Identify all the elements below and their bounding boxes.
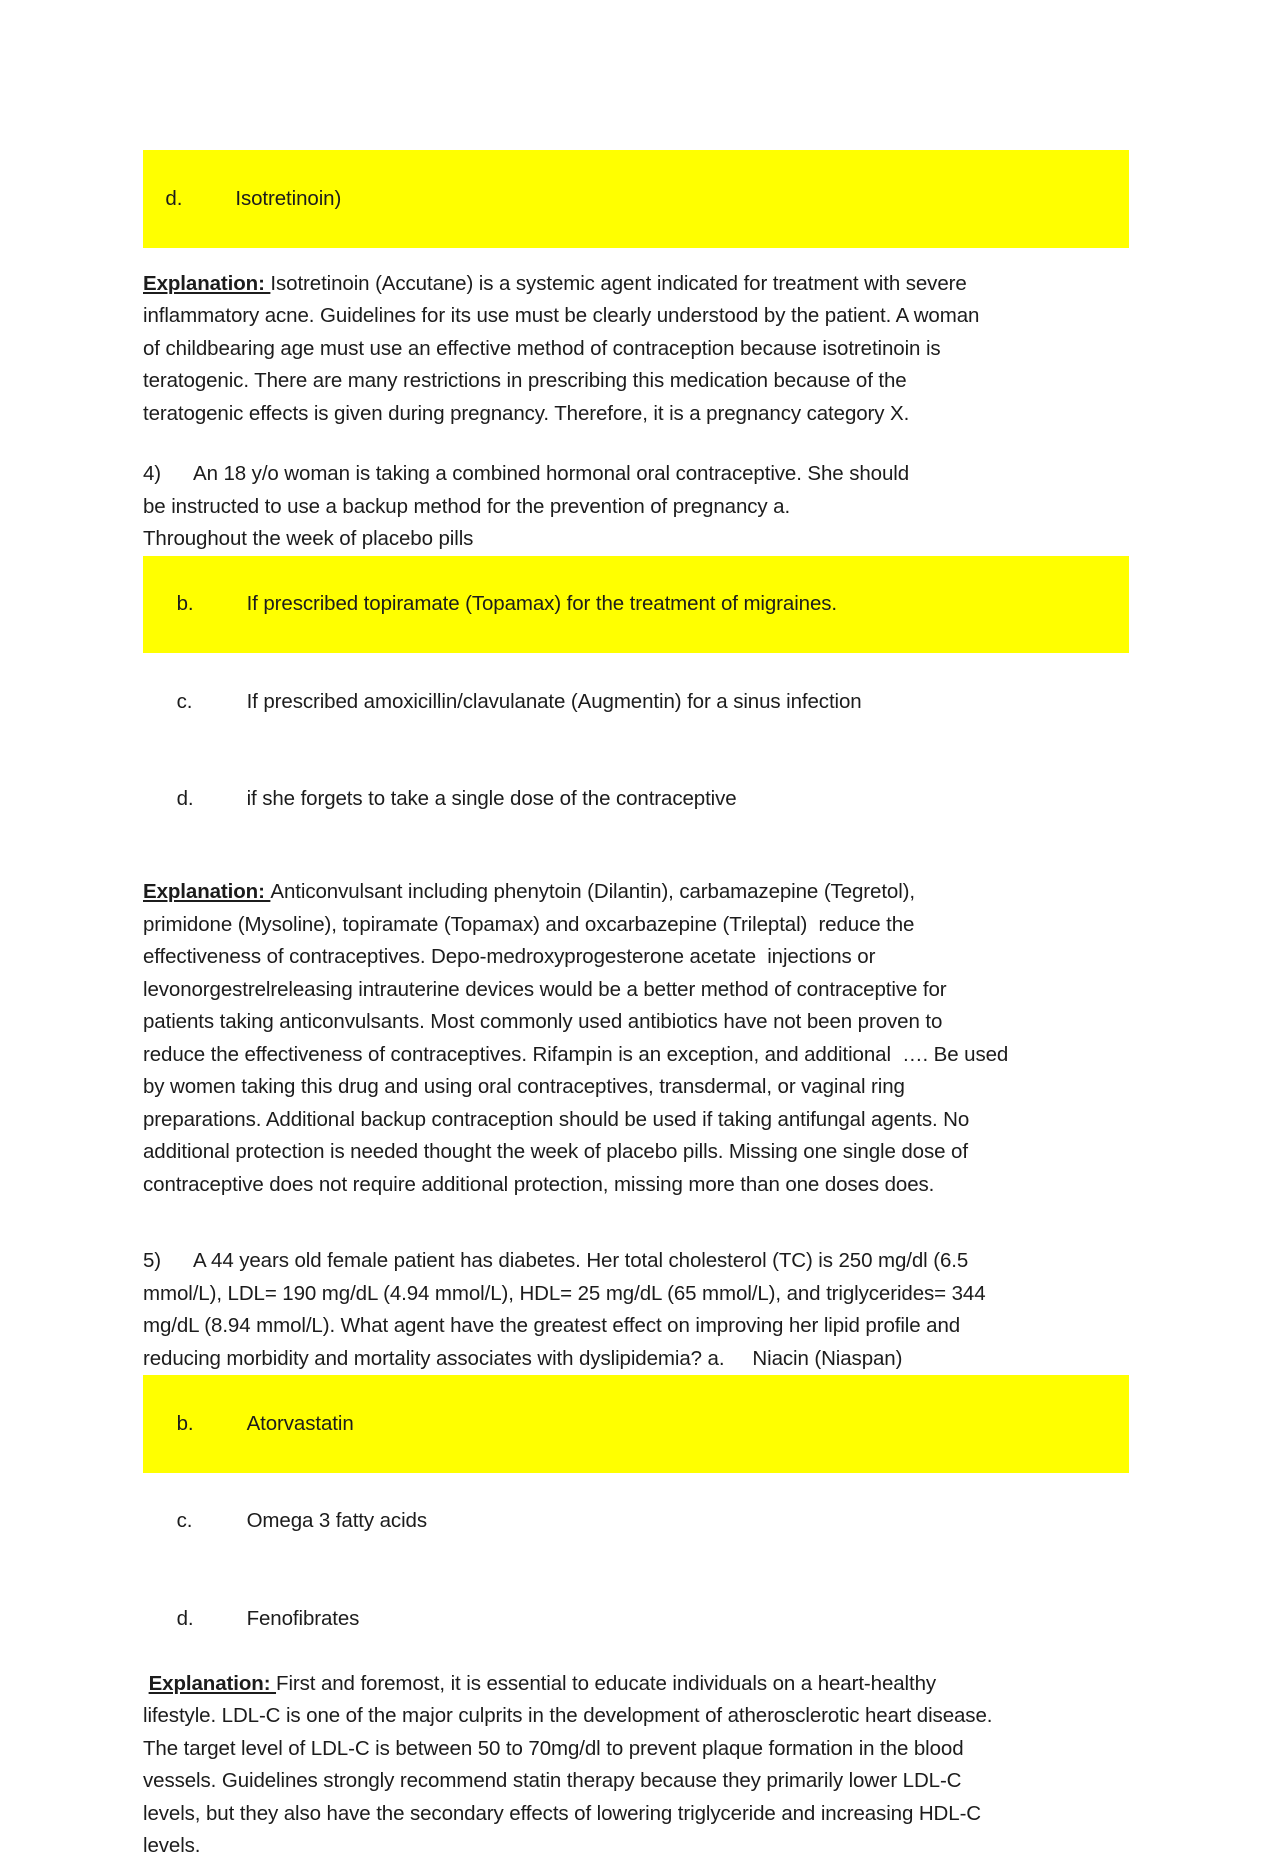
question-text: A 44 years old female patient has diabetes. Her total cholesterol (TC) is 250 mg/dl (6.5 [193, 1249, 969, 1272]
question-text: An 18 y/o woman is taking a combined hormonal oral contraceptive. She should [193, 462, 910, 485]
text-line: contraceptive does not require additional protection, missing more than one doses does. [143, 1172, 935, 1196]
text-line: of childbearing age must use an effective method of contraception because isotretinoin is [143, 336, 941, 360]
text-line: reduce the effectiveness of contraceptives. Rifampin is an exception, and additional …. Be used [143, 1042, 1009, 1066]
text-line: additional protection is needed thought the week of placebo pills. Missing one single dose of [143, 1140, 968, 1163]
explanation-heading: Explanation: [143, 271, 271, 295]
question-4-option-c [143, 653, 1129, 751]
explanation-heading: Explanation: [148, 1671, 277, 1695]
text-line: levels. [143, 1834, 201, 1857]
option-label: d. [176, 787, 194, 810]
option-text: Omega 3 fatty acids [246, 1509, 427, 1532]
text-line: inflammatory acne. Guidelines for its use must be clearly understood by the patient. A woman [143, 304, 980, 327]
text-line: teratogenic effects is given during pregnancy. Therefore, it is a pregnancy category X. [143, 401, 910, 425]
question-5-option-c [143, 1473, 1129, 1571]
option-text: Fenofibrates [246, 1606, 360, 1630]
text-line: lifestyle. LDL-C is one of the major culprits in the development of atherosclerotic heart disease. [143, 1704, 993, 1727]
explanation-text: Isotretinoin (Accutane) is a systemic agent indicated for treatment with severe [270, 271, 967, 295]
question-4 [143, 458, 1129, 848]
question-5-option-d [143, 1570, 1129, 1668]
explanation-heading: Explanation: [143, 880, 271, 903]
text-line: levonorgestrelreleasing intrauterine devices would be a better method of contraceptive for [143, 977, 947, 1001]
text-line: reducing morbidity and mortality associates with dyslipidemia? a. Niacin (Niaspan) [143, 1346, 903, 1370]
question-5-stem [143, 1245, 1129, 1278]
text-line [143, 876, 1129, 909]
option-text: Atorvastatin [246, 1411, 354, 1435]
option-label: b. [176, 592, 194, 615]
text-line: mg/dL (8.94 mmol/L). What agent have the greatest effect on improving her lipid profile and [143, 1314, 961, 1337]
text-line: be instructed to use a backup method for the prevention of pregnancy a. [143, 494, 791, 518]
option-label: d. [176, 1606, 194, 1630]
text-line: levels, but they also have the secondary effects of lowering triglyceride and increasing HDL-C [143, 1801, 981, 1825]
option-label: c. [176, 1509, 193, 1532]
question-4-stem [143, 458, 1129, 491]
text-line: teratogenic. There are many restrictions in prescribing this medication because of the [143, 369, 907, 392]
text-line: The target level of LDL-C is between 50 to 70mg/dl to prevent plaque formation in the blood [143, 1736, 964, 1760]
text-line [143, 268, 1129, 301]
option-label: c. [176, 689, 193, 713]
explanation-contraceptives [143, 876, 1129, 1201]
option-text: If prescribed amoxicillin/clavulanate (Augmentin) for a sinus infection [246, 689, 862, 713]
option-label: b. [176, 1411, 194, 1435]
question-number: 4) [143, 462, 162, 485]
question-5-option-b-highlighted [143, 1375, 1129, 1473]
option-text: if she forgets to take a single dose of the contraceptive [246, 787, 737, 810]
option-text: Isotretinoin) [235, 186, 342, 210]
explanation-text: First and foremost, it is essential to educate individuals on a heart-healthy [276, 1671, 937, 1695]
highlighted-answer-d-isotretinoin [143, 150, 1129, 248]
question-4-option-d [143, 751, 1129, 849]
text-line: mmol/L), LDL= 190 mg/dL (4.94 mmol/L), HDL= 25 mg/dL (65 mmol/L), and triglycerides= 344 [143, 1281, 986, 1305]
explanation-isotretinoin [143, 268, 1129, 431]
question-number: 5) [143, 1249, 162, 1272]
text-line: by women taking this drug and using oral contraceptives, transdermal, or vaginal ring [143, 1075, 905, 1098]
option-label: d. [165, 186, 183, 210]
text-line: preparations. Additional backup contraception should be used if taking antifungal agents. No [143, 1107, 970, 1131]
question-4-option-b-highlighted [143, 556, 1129, 654]
option-text: If prescribed topiramate (Topamax) for the treatment of migraines. [246, 592, 838, 615]
question-5 [143, 1245, 1129, 1668]
text-line: effectiveness of contraceptives. Depo-medroxyprogesterone acetate injections or [143, 945, 876, 968]
text-line: vessels. Guidelines strongly recommend statin therapy because they primarily lower LDL-C [143, 1769, 962, 1792]
explanation-statins [143, 1668, 1129, 1863]
text-line: primidone (Mysoline), topiramate (Topamax) and oxcarbazepine (Trileptal) reduce the [143, 912, 915, 936]
text-line: patients taking anticonvulsants. Most commonly used antibiotics have not been proven to [143, 1010, 943, 1033]
explanation-text: Anticonvulsant including phenytoin (Dilantin), carbamazepine (Tegretol), [270, 880, 916, 903]
text-line: Throughout the week of placebo pills [143, 527, 474, 550]
text-line [143, 1668, 1129, 1701]
